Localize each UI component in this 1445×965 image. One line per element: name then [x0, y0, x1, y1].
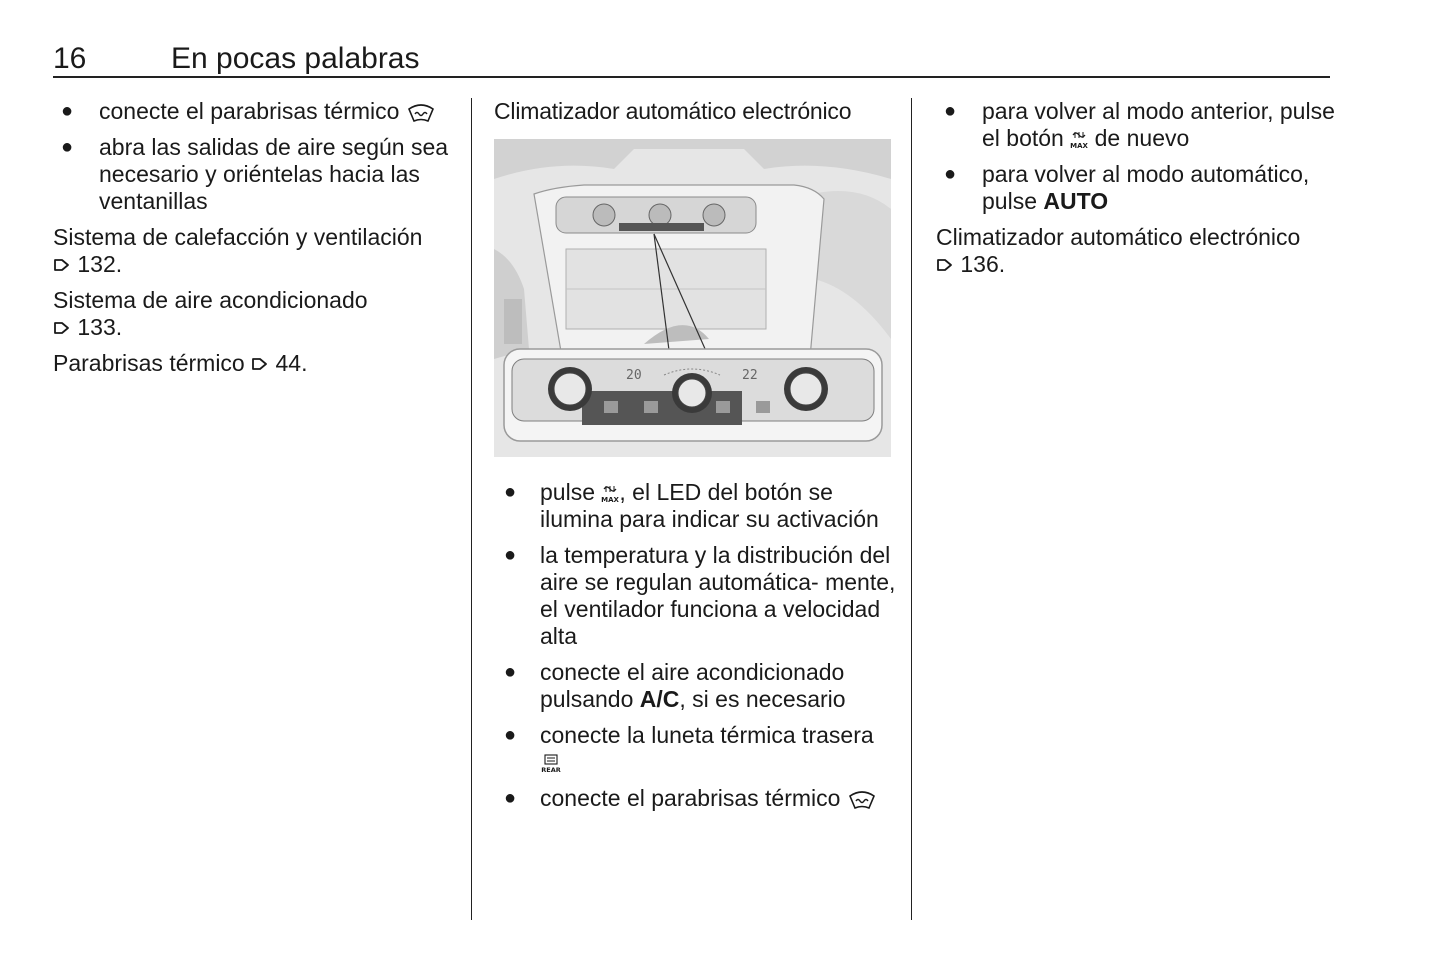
column-divider: [471, 98, 472, 920]
reference-text: Parabrisas térmico: [53, 350, 245, 376]
heated-windscreen-icon: [847, 789, 877, 811]
reference-link[interactable]: 132.: [77, 251, 123, 277]
reference-link[interactable]: 136.: [960, 251, 1006, 277]
reference-text: Sistema de calefacción y ventilación: [53, 224, 423, 250]
list-item: [936, 98, 1336, 152]
reference-link[interactable]: 133.: [77, 314, 123, 340]
list-item-text: abra las salidas de aire según sea necesario y oriéntelas hacia las ventanillas: [99, 134, 449, 214]
section-heading: Climatizador automático electrónico: [494, 98, 852, 124]
page-ref-arrow-icon: [53, 319, 71, 337]
bullet-list: [494, 479, 899, 812]
panel-right-temp: 22: [742, 368, 758, 383]
auto-key-label: AUTO: [1043, 188, 1109, 214]
chapter-title: En pocas palabras: [171, 42, 420, 75]
list-item-text: para volver al modo anterior, pulse el botón: [982, 98, 1335, 151]
list-item: [494, 479, 899, 533]
list-item: [53, 134, 453, 215]
list-item-text: conecte el aire acondicionado pulsando: [540, 659, 845, 712]
reference-text: Sistema de aire acondicionado: [53, 287, 368, 313]
list-item-text: para volver al modo automático, pulse: [982, 161, 1310, 214]
list-item: [494, 542, 899, 650]
reference-link[interactable]: 44.: [275, 350, 308, 376]
cross-reference: [936, 224, 1336, 278]
bullet-icon: ●: [944, 163, 957, 185]
column-1: [53, 98, 453, 386]
list-item-text: , el LED del botón se ilumina para indicar su activación: [540, 479, 879, 532]
page-ref-arrow-icon: [251, 355, 269, 373]
panel-left-temp: 20: [626, 368, 642, 383]
list-item-text: la temperatura y la distribución del aire se regulan automática- mente, el ventilador funciona a velocidad alta: [540, 542, 896, 649]
bullet-list: [936, 98, 1336, 215]
list-item-text: , si es necesario: [679, 686, 846, 712]
page-ref-arrow-icon: [936, 256, 954, 274]
bullet-icon: ●: [504, 481, 517, 503]
bullet-icon: ●: [61, 136, 74, 158]
max-defrost-icon: [1070, 129, 1088, 151]
list-item: [494, 722, 899, 776]
rear-label: REAR: [541, 765, 561, 774]
bullet-icon: ●: [504, 724, 517, 746]
page-header: [53, 40, 1330, 78]
list-item-text: conecte la luneta térmica trasera: [540, 722, 874, 748]
bullet-list: [53, 98, 453, 215]
list-item-text: conecte el parabrisas térmico: [540, 785, 841, 811]
max-defrost-icon: [601, 483, 619, 505]
max-label: MAX: [1070, 141, 1089, 150]
list-item: [494, 659, 899, 713]
max-label: MAX: [601, 495, 620, 504]
rear-defrost-icon: [540, 753, 562, 775]
cross-reference: [53, 350, 453, 377]
bullet-icon: ●: [504, 661, 517, 683]
column-2: [494, 98, 899, 821]
climate-control-illustration: [494, 139, 891, 457]
column-3: [936, 98, 1336, 287]
page-ref-arrow-icon: [53, 256, 71, 274]
bullet-icon: ●: [61, 100, 74, 122]
bullet-icon: ●: [504, 544, 517, 566]
heated-windscreen-icon: [406, 102, 436, 124]
column-divider: [911, 98, 912, 920]
ac-key-label: A/C: [639, 686, 680, 712]
cross-reference: [53, 224, 453, 278]
list-item: [936, 161, 1336, 215]
bullet-icon: ●: [504, 787, 517, 809]
list-item-text: conecte el parabrisas térmico: [99, 98, 400, 124]
reference-text: Climatizador automático electrónico: [936, 224, 1301, 250]
list-item-text: de nuevo: [1094, 125, 1190, 151]
page-number: 16: [53, 42, 87, 75]
list-item: [53, 98, 453, 125]
list-item: [494, 785, 899, 812]
list-item-text: pulse: [540, 479, 595, 505]
bullet-icon: ●: [944, 100, 957, 122]
cross-reference: [53, 287, 453, 341]
